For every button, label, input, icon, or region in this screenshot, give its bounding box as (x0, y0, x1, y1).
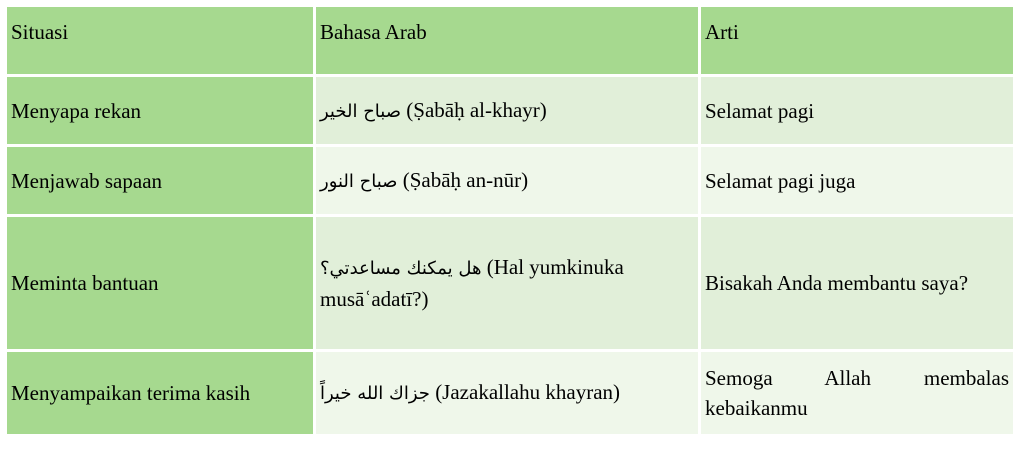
header-bahasa-arab: Bahasa Arab (316, 7, 698, 74)
situation-cell: Menyampaikan terima kasih (7, 352, 313, 434)
phrase-table (4, 4, 1016, 437)
arabic-text: صباح الخير (320, 100, 402, 122)
transliteration-text: (Hal yumkinuka musāʿadatī?) (320, 255, 624, 311)
situation-cell: Meminta bantuan (7, 217, 313, 349)
arabic-cell (316, 77, 698, 144)
table-header-row (7, 7, 1013, 74)
transliteration-text: (Ṣabāḥ an-nūr) (402, 167, 529, 192)
meaning-cell: Selamat pagi juga (701, 147, 1013, 214)
arabic-text: صباح النور (320, 170, 398, 192)
arabic-cell (316, 147, 698, 214)
arabic-cell (316, 217, 698, 349)
meaning-cell: Bisakah Anda membantu saya? (701, 217, 1013, 349)
table-row (7, 352, 1013, 434)
table-row (7, 217, 1013, 349)
table-row (7, 147, 1013, 214)
transliteration-text: (Ṣabāḥ al-khayr) (406, 97, 547, 122)
header-arti: Arti (701, 7, 1013, 74)
situation-cell: Menyapa rekan (7, 77, 313, 144)
header-situasi: Situasi (7, 7, 313, 74)
transliteration-text: (Jazakallahu khayran) (435, 380, 621, 404)
arabic-text: هل يمكنك مساعدتي؟ (320, 258, 482, 279)
arabic-text: جزاك الله خيراً (320, 383, 430, 404)
situation-cell: Menjawab sapaan (7, 147, 313, 214)
arabic-cell (316, 352, 698, 434)
table-row (7, 77, 1013, 144)
meaning-cell: Semoga Allah membalas kebaikanmu (701, 352, 1013, 434)
meaning-cell: Selamat pagi (701, 77, 1013, 144)
